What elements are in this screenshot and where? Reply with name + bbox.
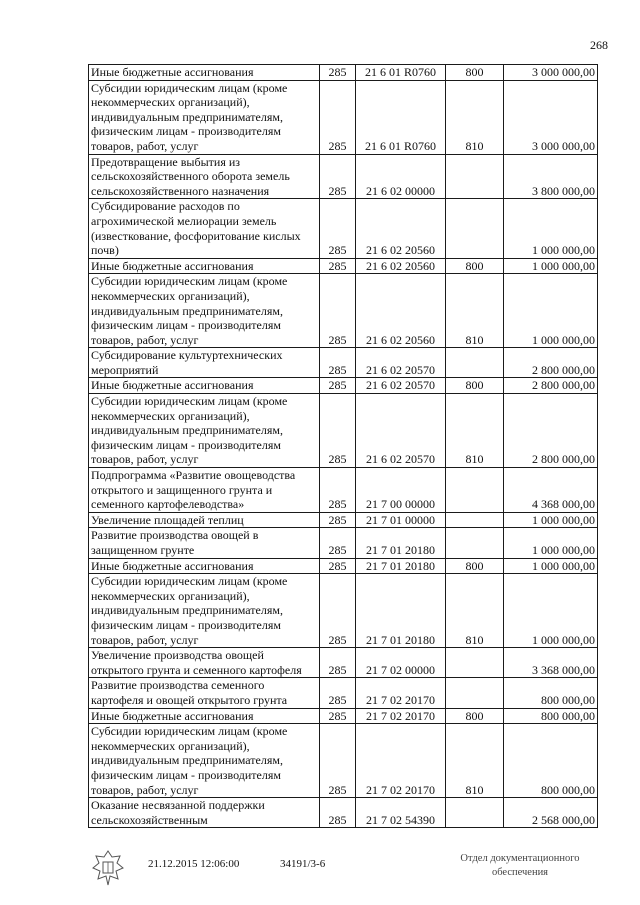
row-sum-cell: 3 800 000,00 [504,154,598,199]
row-csr-cell: 21 6 01 R0760 [356,80,446,154]
table-row [89,798,598,828]
row-csr-cell: 21 7 01 20180 [356,528,446,558]
row-name-cell: Субсидирование культуртехнических мероприятий [89,348,320,378]
row-vr-cell [446,199,504,258]
row-name-cell: Увеличение производства овощей открытого грунта и семенного картофеля [89,648,320,678]
row-csr-cell: 21 6 02 20570 [356,378,446,394]
row-sum-cell: 1 000 000,00 [504,558,598,574]
table-row [89,348,598,378]
row-csr-cell: 21 7 02 20170 [356,724,446,798]
row-csr-cell: 21 7 01 20180 [356,558,446,574]
row-sum-cell: 1 000 000,00 [504,199,598,258]
row-vr-cell: 800 [446,65,504,81]
row-vedom-cell: 285 [320,798,356,828]
table-row [89,274,598,348]
row-vedom-cell: 285 [320,512,356,528]
row-vedom-cell: 285 [320,258,356,274]
row-sum-cell: 3 000 000,00 [504,80,598,154]
row-vr-cell [446,648,504,678]
row-csr-cell: 21 7 02 00000 [356,648,446,678]
row-vr-cell [446,512,504,528]
stamp-line: Отдел документационного [460,853,580,864]
row-sum-cell: 1 000 000,00 [504,258,598,274]
row-vr-cell [446,678,504,708]
table-row [89,512,598,528]
row-name-cell: Субсидии юридическим лицам (кроме некоммерческих организаций), индивидуальным предпринимателям, физическим лицам - производителям товаров, работ, услуг [89,274,320,348]
row-sum-cell: 1 000 000,00 [504,528,598,558]
row-csr-cell: 21 6 02 20560 [356,199,446,258]
row-sum-cell: 2 800 000,00 [504,394,598,468]
row-name-cell: Иные бюджетные ассигнования [89,708,320,724]
row-name-cell: Иные бюджетные ассигнования [89,558,320,574]
table-row [89,394,598,468]
row-vr-cell [446,528,504,558]
row-name-cell: Развитие производства семенного картофеля и овощей открытого грунта [89,678,320,708]
row-vedom-cell: 285 [320,65,356,81]
row-name-cell: Субсидии юридическим лицам (кроме некоммерческих организаций), индивидуальным предпринимателям, физическим лицам - производителям товаров, работ, услуг [89,80,320,154]
row-sum-cell: 1 000 000,00 [504,274,598,348]
table-row [89,468,598,513]
row-csr-cell: 21 6 01 R0760 [356,65,446,81]
row-vr-cell: 810 [446,394,504,468]
table-row [89,199,598,258]
row-vedom-cell: 285 [320,80,356,154]
row-vedom-cell: 285 [320,154,356,199]
row-sum-cell: 4 368 000,00 [504,468,598,513]
table-row [89,80,598,154]
row-vr-cell: 810 [446,80,504,154]
row-name-cell: Субсидирование расходов по агрохимической мелиорации земель (известкование, фосфоритование кислых почв) [89,199,320,258]
table-row [89,154,598,199]
row-sum-cell: 800 000,00 [504,678,598,708]
row-vr-cell [446,798,504,828]
row-sum-cell: 800 000,00 [504,708,598,724]
row-csr-cell: 21 7 01 00000 [356,512,446,528]
row-name-cell: Иные бюджетные ассигнования [89,378,320,394]
row-vedom-cell: 285 [320,648,356,678]
table-row [89,724,598,798]
row-name-cell: Субсидии юридическим лицам (кроме некоммерческих организаций), индивидуальным предпринимателям, физическим лицам - производителям товаров, работ, услуг [89,574,320,648]
row-vr-cell [446,154,504,199]
row-name-cell: Предотвращение выбытия из сельскохозяйственного оборота земель сельскохозяйственного назначения [89,154,320,199]
row-sum-cell: 2 800 000,00 [504,378,598,394]
row-csr-cell: 21 6 02 00000 [356,154,446,199]
row-vr-cell: 800 [446,258,504,274]
table-row [89,574,598,648]
row-vedom-cell: 285 [320,574,356,648]
footer-datetime: 21.12.2015 12:06:00 [148,858,240,870]
budget-table [88,64,598,828]
row-name-cell: Субсидии юридическим лицам (кроме некоммерческих организаций), индивидуальным предпринимателям, физическим лицам - производителям товаров, работ, услуг [89,724,320,798]
row-vedom-cell: 285 [320,468,356,513]
footer-doc-id: 34191/3-6 [280,858,326,870]
row-vedom-cell: 285 [320,199,356,258]
row-vedom-cell: 285 [320,528,356,558]
stamp-line: обеспечения [491,867,549,878]
row-vedom-cell: 285 [320,724,356,798]
table-row [89,65,598,81]
row-name-cell: Развитие производства овощей в защищенном грунте [89,528,320,558]
row-csr-cell: 21 7 02 54390 [356,798,446,828]
row-vr-cell [446,468,504,513]
row-name-cell: Оказание несвязанной поддержки сельскохозяйственным [89,798,320,828]
table-row [89,258,598,274]
row-vedom-cell: 285 [320,558,356,574]
coat-of-arms-icon [90,848,126,888]
row-csr-cell: 21 7 00 00000 [356,468,446,513]
row-vedom-cell: 285 [320,678,356,708]
row-name-cell: Иные бюджетные ассигнования [89,65,320,81]
row-vedom-cell: 285 [320,348,356,378]
row-sum-cell: 3 368 000,00 [504,648,598,678]
row-vr-cell: 810 [446,274,504,348]
row-csr-cell: 21 7 02 20170 [356,678,446,708]
row-sum-cell: 2 800 000,00 [504,348,598,378]
table-row [89,528,598,558]
row-csr-cell: 21 6 02 20570 [356,394,446,468]
row-sum-cell: 1 000 000,00 [504,574,598,648]
row-name-cell: Подпрограмма «Развитие овощеводства открытого и защищенного грунта и семенного картофелеводства» [89,468,320,513]
row-sum-cell: 1 000 000,00 [504,512,598,528]
row-csr-cell: 21 7 02 20170 [356,708,446,724]
table-row [89,678,598,708]
row-vr-cell [446,348,504,378]
table-row [89,708,598,724]
table-row [89,648,598,678]
row-sum-cell: 3 000 000,00 [504,65,598,81]
page-number: 268 [590,38,608,52]
row-name-cell: Субсидии юридическим лицам (кроме некоммерческих организаций), индивидуальным предпринимателям, физическим лицам - производителям товаров, работ, услуг [89,394,320,468]
row-sum-cell: 2 568 000,00 [504,798,598,828]
row-vr-cell: 800 [446,558,504,574]
budget-table-body [89,65,598,828]
row-vedom-cell: 285 [320,274,356,348]
row-vedom-cell: 285 [320,394,356,468]
row-vr-cell: 800 [446,378,504,394]
row-csr-cell: 21 6 02 20560 [356,258,446,274]
row-csr-cell: 21 6 02 20560 [356,274,446,348]
row-name-cell: Иные бюджетные ассигнования [89,258,320,274]
table-row [89,558,598,574]
department-stamp [440,852,600,880]
row-vr-cell: 810 [446,724,504,798]
row-vr-cell: 800 [446,708,504,724]
row-sum-cell: 800 000,00 [504,724,598,798]
row-name-cell: Увеличение площадей теплиц [89,512,320,528]
row-vedom-cell: 285 [320,378,356,394]
table-row [89,378,598,394]
row-vr-cell: 810 [446,574,504,648]
row-csr-cell: 21 6 02 20570 [356,348,446,378]
row-vedom-cell: 285 [320,708,356,724]
row-csr-cell: 21 7 01 20180 [356,574,446,648]
